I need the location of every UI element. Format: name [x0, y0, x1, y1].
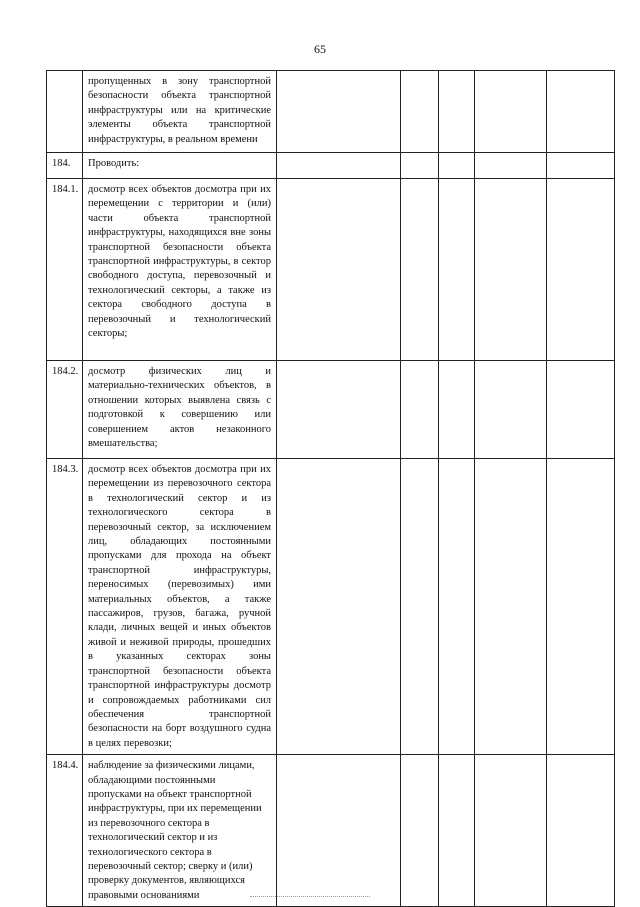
row-number: 184.1.: [47, 179, 83, 361]
row-text: досмотр всех объектов досмотра при их перемещении с территории и (или) части объекта транспортной инфраструктуры, находящихся вне зоны транспортной безопасности объекта транспортной инфраструктуры, в сектор свободного доступа, перевозочный и технологический секторы, а также из сектора свободного доступа в перевозочный и технологический секторы;: [83, 179, 277, 361]
blank-cell: [547, 361, 615, 459]
scan-edge-mark: [250, 896, 370, 898]
row-text: пропущенных в зону транспортной безопасности объекта транспортной инфраструктуры или на критические элементы объекта транспортной инфраструктуры, в реальном времени: [83, 71, 277, 153]
blank-cell: [401, 71, 439, 153]
blank-cell: [439, 71, 475, 153]
page-number: 65: [314, 42, 326, 56]
table-row: [47, 459, 615, 755]
row-number: 184.4.: [47, 755, 83, 907]
table-row: [47, 153, 615, 179]
blank-cell: [277, 179, 401, 361]
blank-cell: [277, 459, 401, 755]
blank-cell: [547, 179, 615, 361]
blank-cell: [439, 179, 475, 361]
requirements-table: [46, 70, 615, 907]
row-text: досмотр физических лиц и материально-технических объектов, в отношении которых выявлена связь с подготовкой к совершению или совершением актов незаконного вмешательства;: [83, 361, 277, 459]
blank-cell: [475, 179, 547, 361]
blank-cell: [277, 361, 401, 459]
row-number: [47, 71, 83, 153]
blank-cell: [277, 71, 401, 153]
blank-cell: [439, 459, 475, 755]
table-row: [47, 179, 615, 361]
blank-cell: [277, 153, 401, 179]
blank-cell: [439, 153, 475, 179]
blank-cell: [547, 459, 615, 755]
blank-cell: [475, 459, 547, 755]
blank-cell: [277, 755, 401, 907]
row-number: 184.2.: [47, 361, 83, 459]
table-row: [47, 755, 615, 907]
blank-cell: [401, 153, 439, 179]
row-number: 184.3.: [47, 459, 83, 755]
blank-cell: [401, 755, 439, 907]
blank-cell: [401, 459, 439, 755]
row-text: наблюдение за физическими лицами, обладающими постоянными пропусками на объект транспортной инфраструктуры, при их перемещении из перевозочного сектора в технологический сектор и из технологического сектора в перевозочный сектор; сверку и (или) проверку документов, являющихся правовыми основаниями: [83, 755, 277, 907]
row-text: досмотр всех объектов досмотра при их перемещении из перевозочного сектора в технологический сектор и из технологического сектора в перевозочный сектор, за исключением лиц, обладающих постоянными пропусками для прохода на объект транспортной инфраструктуры, переносимых (перевозимых) ими материальных объектов, а также пассажиров, грузов, багажа, ручной клади, личных вещей и иных объектов живой и неживой природы, прошедших в указанных секторах зоны транспортной безопасности объекта транспортной инфраструктуры досмотр и сопровождаемых работниками сил обеспечения транспортной безопасности на борт воздушного судна в целях перевозки;: [83, 459, 277, 755]
blank-cell: [401, 361, 439, 459]
table-row: [47, 71, 615, 153]
blank-cell: [439, 361, 475, 459]
blank-cell: [547, 755, 615, 907]
blank-cell: [439, 755, 475, 907]
blank-cell: [401, 179, 439, 361]
blank-cell: [475, 361, 547, 459]
blank-cell: [475, 153, 547, 179]
blank-cell: [475, 755, 547, 907]
row-text: Проводить:: [83, 153, 277, 179]
table-row: [47, 361, 615, 459]
blank-cell: [547, 153, 615, 179]
blank-cell: [475, 71, 547, 153]
blank-cell: [547, 71, 615, 153]
row-number: 184.: [47, 153, 83, 179]
